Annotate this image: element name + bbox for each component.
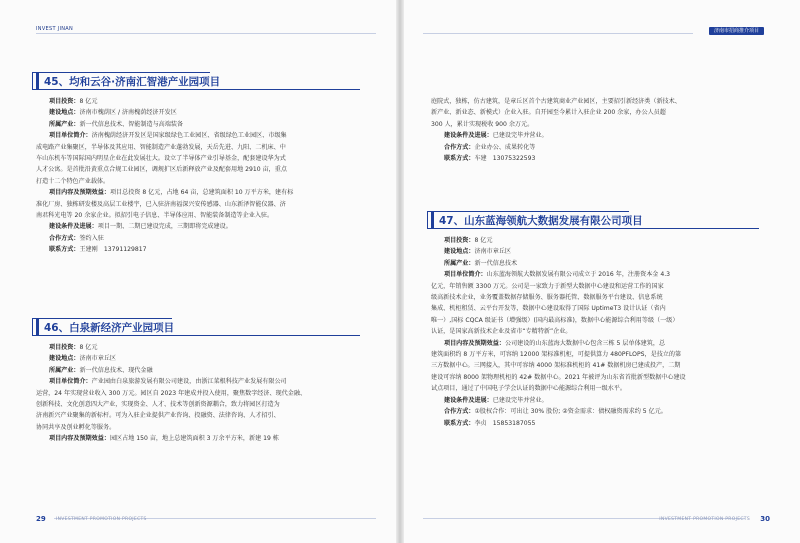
section-46-continued	[431, 96, 767, 164]
section-46-title: 46、白泉新经济产业园项目	[44, 321, 175, 334]
section-46-body: 项目投资：8 亿元 建设地点：济南市章丘区 所属产业：新一代信息技术、现代金融 项目单位简介：产业园由白泉旅游发展有限公司建设，由浙江菜根科技产业发展有限公司 运营，24 年实现营业收入 300 万元。园区自 2023 年建成并投入使用，聚焦数字经济、现代金融、 创新科技、文化创意四大产业，实现资金、人才、技术等创新资源耦合，致力将园区打造为 济南新兴产业聚集的新标杆。可为入驻企业提供产业咨询、投融资、法律咨询、人才招引、 协同共享及创业孵化等服务。 项目内容及预期效益：园区占地 150 亩，地上总建筑面积 3 万余平方米，新建 19 栋	[36, 344, 307, 443]
site-value: 济南市章丘区	[79, 355, 117, 363]
right-page	[401, 0, 800, 543]
section-45-title: 45、均和云谷·济南汇智港产业园项目	[44, 75, 221, 88]
invest-value: 8 亿元	[79, 98, 98, 105]
section-45-body: 项目投资：8 亿元 建设地点：济南市槐荫区 / 济南槐荫经济开发区 所属产业：新一代信息技术、智能制造与高端装备 项目单位简介：济南槐荫经济开发区是国家级绿色工业园区、省级绿色工业园区、市级集 成电路产业集聚区，半导体及其应用、智能制造产业蓬勃发展，天岳先进、九阳、二机床、中 车山东机车等国际国内明星企业在此发展壮大。设立了半导体产业引导基金，配套建设华为式 人才公寓。是首批沿黄重点合规工业园区，调规扩区后新释放产业及配套用地 2910 亩，重点 打造十二个特色产业载体。 项目内容及预期效益：项目总投资 8 亿元，占地 64 亩，总建筑面积 10 万平方米，建有标 准化厂房、独栋研发楼及高层工业楼宇，已入驻济南福深兴安传感器、山东新泽智能仪器、济 南君科光电等 20 余家企业。拟招引电子信息、半导体应用、智能装备制造等企业入驻。 建设条件及进展：项目一期、二期已建设完成，三期即将完成建设。 合作方式：签约入驻 联系方式：王建刚 13791129817	[36, 98, 294, 254]
header-left-text: INVEST JINAN	[36, 26, 74, 32]
header-badge: 济南市招商推介项目	[709, 27, 764, 35]
header-rule	[423, 33, 693, 34]
contact-value: 李贞 15853187055	[474, 419, 536, 427]
page-number-right: 30	[760, 515, 770, 523]
book-gutter	[396, 0, 404, 543]
header-rule	[36, 33, 376, 34]
left-page	[0, 0, 399, 543]
section-47-heading	[431, 211, 767, 229]
industry-value: 新一代信息技术、智能制造与高端装备	[79, 120, 184, 128]
invest-value: 8 亿元	[79, 344, 98, 351]
contact-value: 王建刚 13791129817	[79, 246, 147, 254]
site-value: 济南市槐荫区 / 济南槐荫经济开发区	[79, 109, 177, 117]
contact-value: 车建 13075322593	[474, 155, 536, 163]
section-47-body: 项目投资：8 亿元 建设地点：济南市章丘区 所属产业：新一代信息技术 项目单位简介：山东蓝海领航大数据发展有限公司成立于 2016 年，注册资本金 4.3 亿元，年销售额 3300 万元。公司是一家致力于新型大数据中心建设和运营工作的国家 级高新技术企业，业务覆盖数据存储服务、服务器托管、数据服务平台建设、信息系统 集成、机柜租赁、云平台开发等，数据中心建设取得了国际 UptimeT3 设计认证（省内 唯一）,国标 CQCA 级证书（增强级）(国内最高标准)，数据中心能源综合利用等级（一级） 认证，是国家高新技术企业及省市“专精特新”企业。 项目内容及预期效益：公司建设的山东蓝海大数据中心包含三栋 5 层单体建筑，总 建筑面积约 8 万平方米，可容纳 12000 架标准机柜，可提供算力 480PFLOPS，是技立的第 三方数据中心。三网接入，其中可容纳 4000 架标准机柜的 41# 数据机房已建成投产，二期 建设可容纳 8000 架物理机柜的 42# 数据中心。2021 年被评为山东省首批新型数据中心建设 试点项目，通过了中国电子学会认证的数据中心能源综合利用一级水平。 建设条件及进展：已建设完毕并营业。 合作方式：①股权合作：可出让 30% 股份; ②资金需求：债权融资需求约 5 亿元。 联系方式：李贞 15853187055	[431, 237, 686, 427]
section-46-continued-body: 庭院式，独栋，仿古建筑，是章丘区首个古建筑商业产业园区，主要招引新经济类（新技术、 新产业、新业态、新模式）企业入驻。自开园至今累计入驻企业 200 余家，办公人员超 300 人，累计实现税收 900 余万元。 建设条件及进展：已建设完毕并营业。 合作方式：企业办公、成果转化等 联系方式：车建 13075322593	[431, 98, 681, 163]
section-46-heading	[36, 318, 363, 336]
site-value: 济南市章丘区	[474, 248, 512, 256]
industry-value: 新一代信息技术、现代金融	[79, 366, 153, 374]
section-47-title: 47、山东蓝海领航大数据发展有限公司项目	[439, 214, 643, 227]
section-45	[36, 72, 363, 256]
invest-value: 8 亿元	[474, 237, 493, 244]
section-47	[431, 211, 767, 429]
footer-left-text: INVESTMENT PROMOTION PROJECTS	[56, 517, 147, 522]
footer-right-text: INVESTMENT PROMOTION PROJECTS	[659, 517, 750, 522]
industry-value: 新一代信息技术	[474, 259, 518, 267]
page-number-left: 29	[36, 515, 46, 523]
section-45-heading	[36, 72, 363, 90]
section-46	[36, 318, 363, 445]
